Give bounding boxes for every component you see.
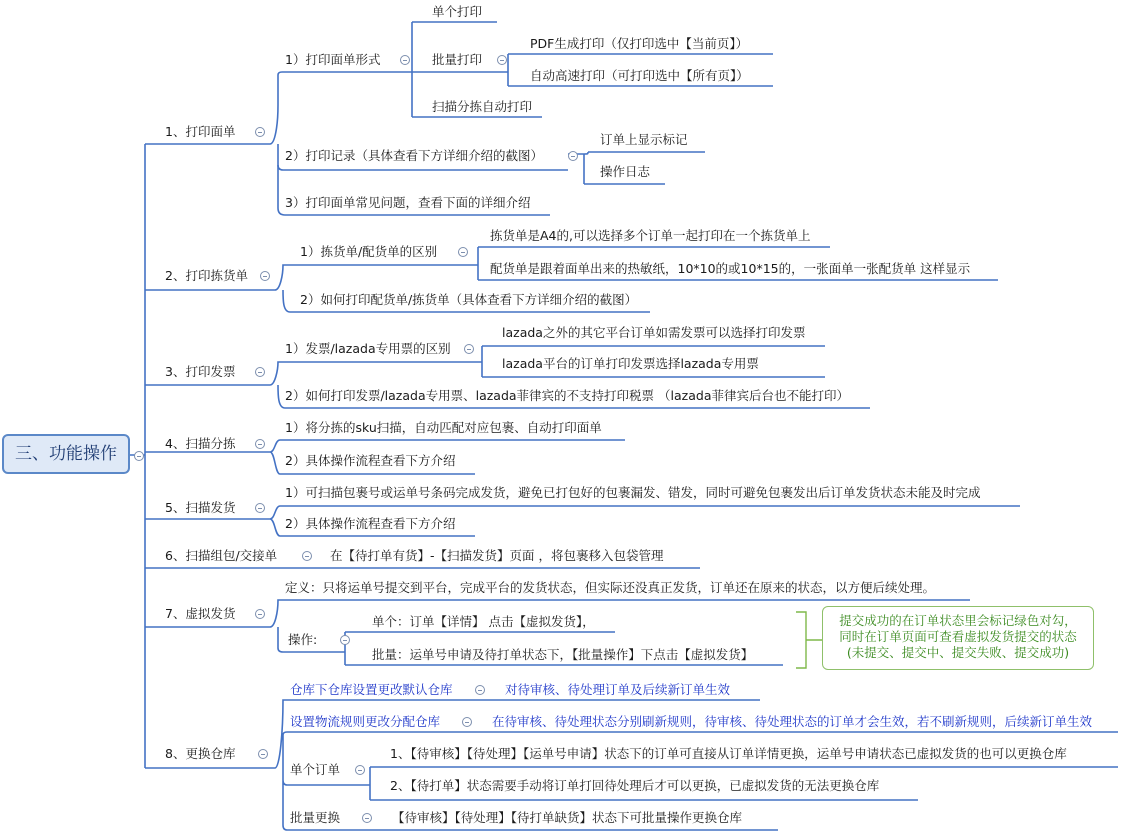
collapse-toggle-icon[interactable] — [255, 439, 265, 449]
topic-print-waybill[interactable]: 1、打印面单 — [165, 124, 236, 139]
topic-single-order-2[interactable]: 2、【待打单】状态需要手动将订单打回待处理后才可以更换，已虚拟发货的无法更换仓库 — [390, 778, 880, 793]
topic-scan-print[interactable]: 扫描分拣自动打印 — [432, 99, 533, 114]
topic-change-warehouse[interactable]: 8、更换仓库 — [165, 746, 236, 761]
note-line: 提交成功的在订单状态里会标记绿色对勾， — [839, 613, 1077, 628]
topic-op-log[interactable]: 操作日志 — [600, 164, 651, 179]
topic-single-print[interactable]: 单个打印 — [432, 4, 483, 19]
collapse-toggle-icon[interactable] — [355, 765, 365, 775]
collapse-toggle-icon[interactable] — [255, 127, 265, 137]
topic-picklist-a4[interactable]: 拣货单是A4的,可以选择多个订单一起打印在一个拣货单上 — [490, 228, 811, 243]
topic-scan-ship-b[interactable]: 2）具体操作流程查看下方介绍 — [285, 516, 456, 531]
collapse-toggle-icon[interactable] — [362, 813, 372, 823]
collapse-toggle-icon[interactable] — [497, 55, 507, 65]
topic-scan-bag[interactable]: 6、扫描组包/交接单 — [165, 548, 278, 563]
topic-order-mark[interactable]: 订单上显示标记 — [600, 132, 688, 147]
collapse-toggle-icon[interactable] — [475, 685, 485, 695]
collapse-toggle-icon[interactable] — [134, 451, 144, 461]
collapse-toggle-icon[interactable] — [462, 717, 472, 727]
topic-virtual-op[interactable]: 操作: — [288, 632, 318, 647]
topic-batch-change-a[interactable]: 【待审核】【待处理】【待打单缺货】状态下可批量操作更换仓库 — [392, 810, 743, 825]
topic-single-order[interactable]: 单个订单 — [290, 762, 341, 777]
topic-virtual-single[interactable]: 单个：订单【详情】 点击【虚拟发货】， — [372, 614, 595, 629]
topic-invoice-diff[interactable]: 1）发票/lazada专用票的区别 — [285, 341, 451, 356]
note-line: 同时在订单页面可查看虚拟发货提交的状态 — [839, 629, 1077, 644]
topic-scan-sort-b[interactable]: 2）具体操作流程查看下方介绍 — [285, 453, 456, 468]
collapse-toggle-icon[interactable] — [568, 151, 578, 161]
topic-print-picklist[interactable]: 2、打印拣货单 — [165, 268, 248, 283]
topic-print-form[interactable]: 1）打印面单形式 — [285, 52, 381, 67]
topic-virtual-def[interactable]: 定义：只将运单号提交到平台，完成平台的发货状态，但实际还没真正发货，订单还在原来的状态，以方便后续处理。 — [285, 580, 936, 595]
topic-how-print-picklist[interactable]: 2）如何打印配货单/拣货单（具体查看下方详细介绍的截图） — [300, 292, 638, 307]
topic-scan-bag-a[interactable]: 在【待打单有货】-【扫描发货】页面 ，将包裹移入包袋管理 — [330, 548, 664, 563]
collapse-toggle-icon[interactable] — [458, 247, 468, 257]
topic-virtual-ship[interactable]: 7、虚拟发货 — [165, 606, 236, 621]
topic-auto-print[interactable]: 自动高速打印（可打印选中【所有页】） — [530, 68, 749, 83]
topic-virtual-batch[interactable]: 批量：运单号申请及待打单状态下，【批量操作】下点击【虚拟发货】 — [372, 647, 754, 662]
topic-scan-sort[interactable]: 4、扫描分拣 — [165, 436, 236, 451]
topic-invoice-other[interactable]: lazada之外的其它平台订单如需发票可以选择打印发票 — [502, 325, 806, 340]
topic-packlist-thermal[interactable]: 配货单是跟着面单出来的热敏纸，10*10的或10*15的，一张面单一张配货单 这样显示 — [490, 261, 971, 276]
topic-logistics-rule-effect[interactable]: 在待审核、待处理状态分别刷新规则，待审核、待处理状态的订单才会生效，若不刷新规则，后续新订单生效 — [492, 714, 1093, 729]
topic-logistics-rule[interactable]: 设置物流规则更改分配仓库 — [290, 714, 441, 729]
root-topic[interactable]: 三、功能操作 — [2, 434, 130, 474]
collapse-toggle-icon[interactable] — [255, 503, 265, 513]
topic-single-order-1[interactable]: 1、【待审核】【待处理】【运单号申请】状态下的订单可直接从订单详情更换，运单号申请状态已虚拟发货的也可以更换仓库 — [390, 746, 1067, 761]
collapse-toggle-icon[interactable] — [260, 271, 270, 281]
topic-default-warehouse-effect[interactable]: 对待审核、待处理订单及后续新订单生效 — [505, 682, 731, 697]
topic-how-print-invoice[interactable]: 2）如何打印发票/lazada专用票、lazada菲律宾的不支持打印税票 （lazada菲律宾后台也不能打印） — [285, 388, 849, 403]
topic-picklist-diff[interactable]: 1）拣货单/配货单的区别 — [300, 244, 438, 259]
collapse-toggle-icon[interactable] — [340, 635, 350, 645]
collapse-toggle-icon[interactable] — [464, 344, 474, 354]
topic-invoice-lazada[interactable]: lazada平台的订单打印发票选择lazada专用票 — [502, 356, 759, 371]
collapse-toggle-icon[interactable] — [255, 609, 265, 619]
topic-pdf-print[interactable]: PDF生成打印（仅打印选中【当前页】） — [530, 36, 749, 51]
virtual-ship-note — [822, 606, 1094, 670]
topic-scan-sort-a[interactable]: 1）将分拣的sku扫描，自动匹配对应包裹、自动打印面单 — [285, 420, 602, 435]
topic-scan-ship-a[interactable]: 1）可扫描包裹号或运单号条码完成发货，避免已打包好的包裹漏发、错发，同时可避免包裹发出后订单发货状态未能及时完成 — [285, 485, 981, 500]
topic-print-record[interactable]: 2）打印记录（具体查看下方详细介绍的截图） — [285, 148, 543, 163]
topic-scan-ship[interactable]: 5、扫描发货 — [165, 500, 236, 515]
topic-print-faq[interactable]: 3）打印面单常见问题，查看下面的详细介绍 — [285, 195, 531, 210]
topic-batch-change[interactable]: 批量更换 — [290, 810, 341, 825]
topic-print-invoice[interactable]: 3、打印发票 — [165, 364, 236, 379]
note-line: (未提交、提交中、提交失败、提交成功) — [846, 645, 1070, 660]
topic-batch-print[interactable]: 批量打印 — [432, 52, 483, 67]
collapse-toggle-icon[interactable] — [258, 749, 268, 759]
collapse-toggle-icon[interactable] — [255, 367, 265, 377]
collapse-toggle-icon[interactable] — [302, 551, 312, 561]
collapse-toggle-icon[interactable] — [400, 55, 410, 65]
topic-default-warehouse[interactable]: 仓库下仓库设置更改默认仓库 — [290, 682, 453, 697]
